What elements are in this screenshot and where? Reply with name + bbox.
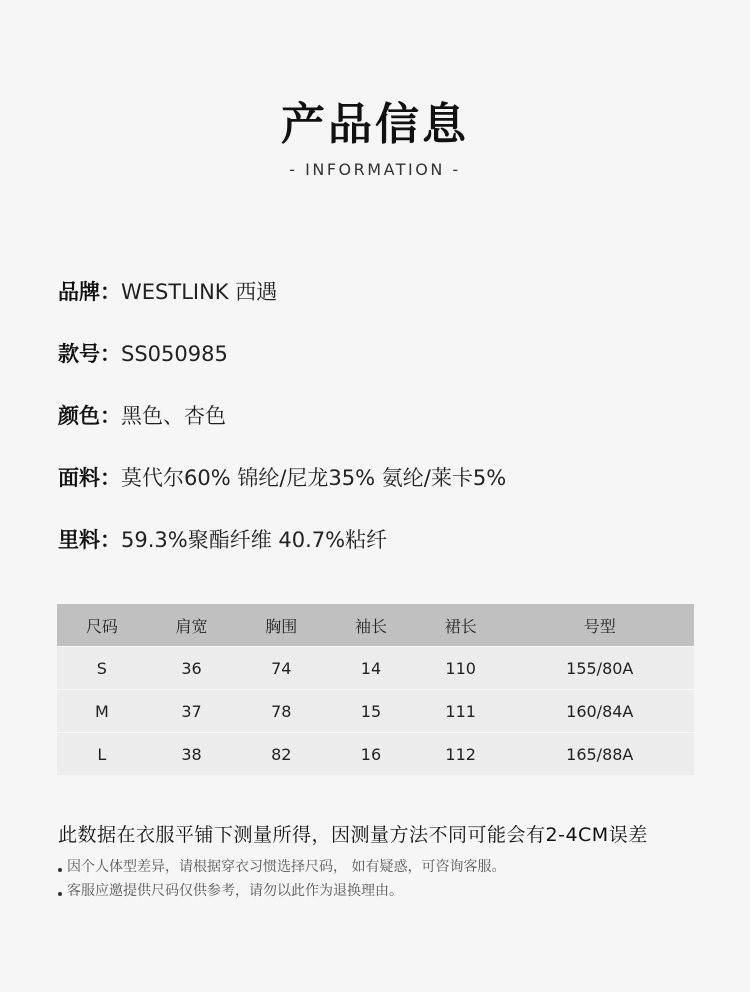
table-cell: 38	[147, 733, 237, 776]
bullet-icon	[58, 892, 62, 896]
table-cell: 15	[326, 690, 416, 733]
column-header-sleeve: 袖长	[326, 604, 416, 647]
info-row-lining	[58, 526, 506, 588]
page-subtitle: - INFORMATION -	[289, 160, 461, 179]
table-cell: 37	[147, 690, 237, 733]
table-cell: 74	[236, 647, 326, 690]
table-header-row	[57, 604, 694, 647]
table-cell: S	[57, 647, 147, 690]
info-label: 面料：	[58, 466, 121, 490]
info-value: 黑色、杏色	[121, 404, 226, 428]
list-item	[58, 879, 505, 903]
table-row	[57, 647, 694, 690]
column-header-bust: 胸围	[236, 604, 326, 647]
table-cell: 160/84A	[506, 690, 694, 733]
table-cell: 14	[326, 647, 416, 690]
list-item	[58, 855, 505, 879]
info-row-fabric	[58, 464, 506, 526]
table-cell: 36	[147, 647, 237, 690]
bullet-icon	[58, 868, 62, 872]
column-header-shoulder: 肩宽	[147, 604, 237, 647]
size-table	[57, 604, 694, 775]
column-header-size: 尺码	[57, 604, 147, 647]
measurement-note: 此数据在衣服平铺下测量所得，因测量方法不同可能会有2-4CM误差	[58, 824, 648, 846]
info-row-color	[58, 402, 506, 464]
page-title: 产品信息	[281, 99, 469, 150]
info-label: 品牌：	[58, 280, 121, 304]
column-header-skirt-length: 裙长	[416, 604, 506, 647]
table-cell: 110	[416, 647, 506, 690]
note-list	[58, 855, 505, 903]
table-cell: 112	[416, 733, 506, 776]
table-cell: 82	[236, 733, 326, 776]
note-text: 客服应邀提供尺码仅供参考，请勿以此作为退换理由。	[67, 883, 403, 899]
table-cell: 16	[326, 733, 416, 776]
info-row-brand	[58, 278, 506, 340]
info-row-style-number	[58, 340, 506, 402]
table-cell: 111	[416, 690, 506, 733]
info-label: 款号：	[58, 342, 121, 366]
info-value: WESTLINK 西遇	[121, 280, 278, 304]
info-label: 颜色：	[58, 404, 121, 428]
note-text: 因个人体型差异，请根据穿衣习惯选择尺码， 如有疑惑，可咨询客服。	[67, 859, 506, 875]
table-cell: M	[57, 690, 147, 733]
column-header-fit: 号型	[506, 604, 694, 647]
table-row	[57, 733, 694, 776]
table-cell: L	[57, 733, 147, 776]
info-value: SS050985	[121, 342, 228, 366]
table-cell: 155/80A	[506, 647, 694, 690]
table-cell: 78	[236, 690, 326, 733]
table-cell: 165/88A	[506, 733, 694, 776]
info-label: 里料：	[58, 528, 121, 552]
info-value: 莫代尔60% 锦纶/尼龙35% 氨纶/莱卡5%	[121, 466, 507, 490]
table-row	[57, 690, 694, 733]
info-value: 59.3%聚酯纤维 40.7%粘纤	[121, 528, 388, 552]
product-info-list	[58, 278, 506, 588]
